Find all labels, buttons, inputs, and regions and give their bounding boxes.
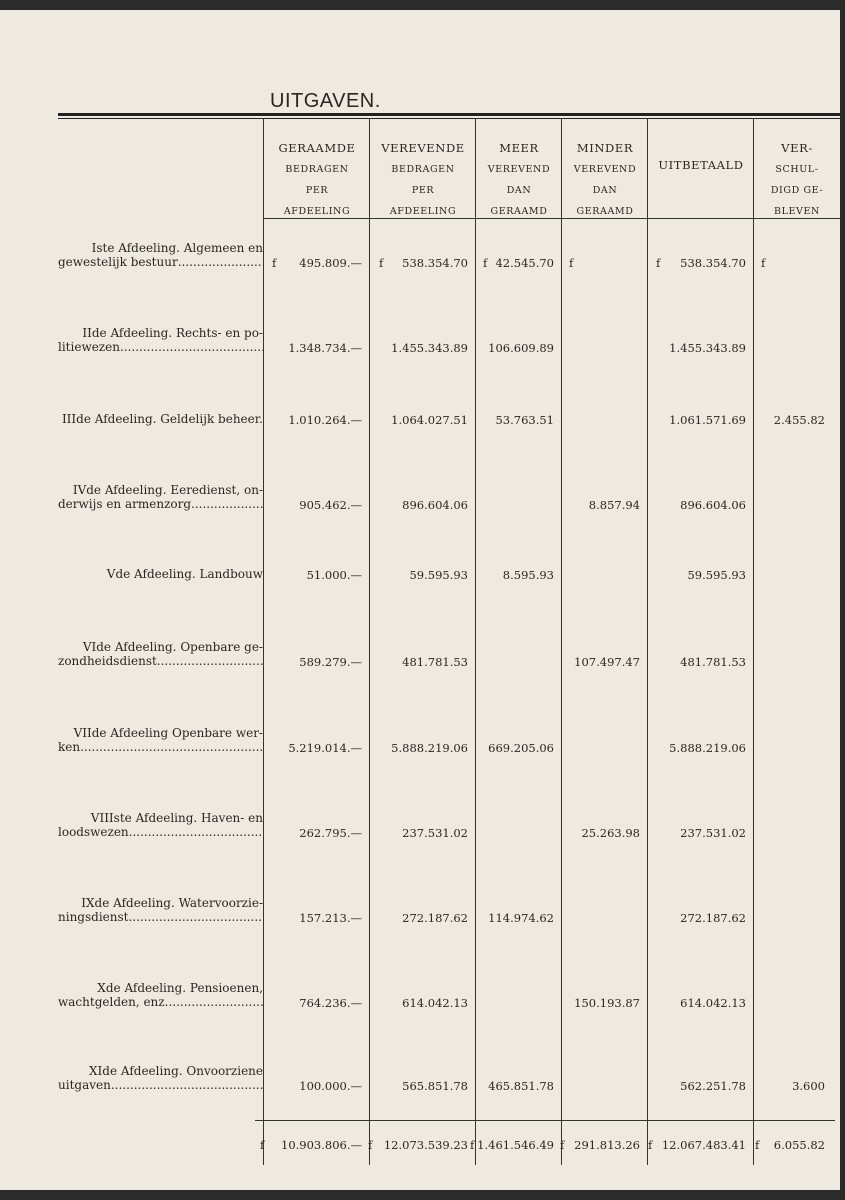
cell-geraamd: 495.809.—	[299, 256, 362, 270]
row-label-text: loodswezen	[58, 825, 129, 839]
row-label-line-2	[58, 995, 263, 1009]
column-header-line: SCHUL-	[775, 164, 819, 175]
page-title: UITGAVEN.	[270, 90, 381, 112]
cell-verevend: 5.888.219.06	[391, 741, 468, 755]
column-header-line: GERAAMDE	[278, 141, 356, 155]
row-label	[58, 726, 263, 754]
row-label-line-1: VIde Afdeeling. Openbare ge-	[82, 640, 263, 654]
cell-minder: 8.857.94	[588, 498, 640, 512]
currency-mark: f	[648, 1138, 653, 1152]
column-header-uitbetaald	[648, 155, 754, 176]
column-header-line: DIGD GE-	[770, 185, 824, 196]
column-header-geraamd	[264, 138, 370, 222]
column-divider	[753, 118, 754, 1165]
cell-uitbetaald: 614.042.13	[680, 996, 746, 1010]
row-label-text: ningsdienst	[58, 910, 129, 924]
cell-geraamd: 1.348.734.—	[288, 341, 362, 355]
cell-verevend: 272.187.62	[402, 911, 468, 925]
cell-verevend: 59.595.93	[409, 568, 468, 582]
column-header-line: VEREVEND	[487, 164, 551, 175]
row-label-line-2	[58, 255, 263, 269]
row-label-text: IIIde Afdeeling. Geldelijk beheer.	[61, 412, 263, 426]
cell-meer: 114.974.62	[488, 911, 554, 925]
cell-uitbetaald: 1.455.343.89	[669, 341, 746, 355]
cell-uitbetaald: 237.531.02	[680, 826, 746, 840]
row-label	[58, 896, 263, 924]
row-label-text: gewestelijk bestuur	[58, 255, 178, 269]
column-header-line: BLEVEN	[774, 206, 820, 217]
currency-mark: f	[761, 256, 766, 270]
currency-mark: f	[560, 1138, 565, 1152]
currency-mark: f	[379, 256, 384, 270]
column-divider	[263, 118, 264, 1165]
dot-leader	[120, 340, 263, 354]
top-double-rule	[58, 113, 840, 116]
currency-mark: f	[272, 256, 277, 270]
cell-geraamd: 100.000.—	[299, 1079, 362, 1093]
row-label	[58, 553, 263, 581]
currency-mark: f	[368, 1138, 373, 1152]
column-header-line: DAN	[592, 185, 618, 196]
totals-rule	[255, 1120, 835, 1121]
cell-uitbetaald: 538.354.70	[680, 256, 746, 270]
column-header-line: VER-	[781, 141, 813, 155]
column-header-minder	[562, 138, 648, 222]
total-geraamd: 10.903.806.—	[281, 1138, 362, 1152]
dot-leader	[111, 1078, 263, 1092]
row-label	[58, 640, 263, 668]
dot-leader	[128, 910, 263, 924]
cell-uitbetaald: 5.888.219.06	[669, 741, 746, 755]
row-label-line-2	[58, 1078, 263, 1092]
row-label-text: uitgaven	[58, 1078, 111, 1092]
row-label-text: ken	[58, 740, 81, 754]
cell-uitbetaald: 1.061.571.69	[669, 413, 746, 427]
row-label-line-2	[58, 654, 263, 668]
row-label-line-2	[58, 497, 263, 511]
row-label	[58, 811, 263, 839]
dot-leader	[129, 825, 263, 839]
cell-meer: 106.609.89	[488, 341, 554, 355]
row-label-line-1: VIIIste Afdeeling. Haven- en	[90, 811, 263, 825]
column-header-line: BEDRAGEN	[391, 164, 455, 175]
total-verschuldigd: 6.055.82	[773, 1138, 825, 1152]
row-label-line-2	[58, 910, 263, 924]
row-label-text: zondheidsdienst	[58, 654, 157, 668]
cell-verevend: 614.042.13	[402, 996, 468, 1010]
column-header-line: VEREVEND	[573, 164, 637, 175]
row-label	[58, 981, 263, 1009]
column-header-line: BEDRAGEN	[285, 164, 349, 175]
column-header-line: VEREVENDE	[381, 141, 465, 155]
column-header-line: UITBETAALD	[658, 158, 744, 172]
column-header-line: DAN	[506, 185, 532, 196]
total-verevend: 12.073.539.23	[383, 1138, 468, 1152]
row-label-text: Vde Afdeeling. Landbouw	[106, 567, 263, 581]
cell-minder: 150.193.87	[574, 996, 640, 1010]
row-label-text: wachtgelden, enz	[58, 995, 165, 1009]
dot-leader	[178, 255, 263, 269]
cell-verevend: 565.851.78	[402, 1079, 468, 1093]
cell-meer: 669.205.06	[488, 741, 554, 755]
row-label-line-2	[58, 825, 263, 839]
row-label	[58, 398, 263, 426]
column-header-line: PER	[305, 185, 329, 196]
dot-leader	[165, 995, 263, 1009]
currency-mark: f	[260, 1138, 265, 1152]
total-minder: 291.813.26	[574, 1138, 640, 1152]
column-divider	[560, 118, 565, 1165]
cell-geraamd: 5.219.014.—	[288, 741, 362, 755]
row-label-line-1: IIde Afdeeling. Rechts- en po-	[82, 326, 263, 340]
column-header-line: AFDEELING	[389, 206, 457, 217]
row-label-line-1: VIIde Afdeeling Openbare wer-	[73, 726, 263, 740]
row-label	[58, 1064, 263, 1092]
cell-uitbetaald: 896.604.06	[680, 498, 746, 512]
total-meer: 1.461.546.49	[477, 1138, 554, 1152]
row-label-line-2	[58, 412, 263, 426]
row-label-line-2	[58, 340, 263, 354]
row-label-line-1: Xde Afdeeling. Pensioenen,	[97, 981, 263, 995]
row-label-text: derwijs en armenzorg	[58, 497, 192, 511]
cell-geraamd: 1.010.264.—	[288, 413, 362, 427]
cell-uitbetaald: 272.187.62	[680, 911, 746, 925]
column-divider	[647, 118, 648, 1165]
cell-meer: 42.545.70	[495, 256, 554, 270]
row-label-line-1: Iste Afdeeling. Algemeen en	[91, 241, 263, 255]
column-header-line: MINDER	[576, 141, 634, 155]
dot-leader	[191, 497, 263, 511]
cell-geraamd: 764.236.—	[299, 996, 362, 1010]
row-label-line-1: IXde Afdeeling. Watervoorzie-	[81, 896, 263, 910]
cell-geraamd: 905.462.—	[299, 498, 362, 512]
row-label-line-2	[58, 740, 263, 754]
cell-verevend: 481.781.53	[402, 655, 468, 669]
column-header-line: PER	[411, 185, 435, 196]
document-page	[0, 10, 840, 1190]
cell-verschuldigd: 2.455.82	[773, 413, 825, 427]
cell-minder: 25.263.98	[581, 826, 640, 840]
currency-mark: f	[569, 256, 574, 270]
column-header-line: GERAAMD	[576, 206, 634, 217]
column-header-verevend	[370, 138, 476, 222]
row-label-line-1: IVde Afdeeling. Eeredienst, on-	[72, 483, 263, 497]
column-header-meer	[476, 138, 562, 222]
row-label-line-2	[58, 567, 263, 581]
row-label-line-1: XIde Afdeeling. Onvoorziene	[89, 1064, 263, 1078]
currency-mark: f	[483, 256, 488, 270]
column-header-line: MEER	[499, 141, 539, 155]
total-uitbetaald: 12.067.483.41	[661, 1138, 746, 1152]
dot-leader	[157, 654, 263, 668]
cell-uitbetaald: 481.781.53	[680, 655, 746, 669]
row-label	[58, 241, 263, 269]
dot-leader	[80, 740, 263, 754]
cell-uitbetaald: 59.595.93	[687, 568, 746, 582]
cell-verevend: 1.455.343.89	[391, 341, 468, 355]
cell-verevend: 237.531.02	[402, 826, 468, 840]
row-label	[58, 326, 263, 354]
column-header-line: AFDEELING	[283, 206, 351, 217]
currency-mark: f	[470, 1138, 475, 1152]
cell-geraamd: 262.795.—	[299, 826, 362, 840]
column-divider	[368, 118, 373, 1165]
currency-mark: f	[755, 1138, 760, 1152]
cell-geraamd: 51.000.—	[306, 568, 362, 582]
cell-verevend: 896.604.06	[402, 498, 468, 512]
cell-geraamd: 589.279.—	[299, 655, 362, 669]
cell-meer: 465.851.78	[488, 1079, 554, 1093]
row-label	[58, 483, 263, 511]
row-label-text: litiewezen	[58, 340, 120, 354]
cell-verschuldigd: 3.600	[792, 1079, 825, 1093]
cell-meer: 53.763.51	[495, 413, 554, 427]
column-header-line: GERAAMD	[490, 206, 548, 217]
cell-verevend: 538.354.70	[402, 256, 468, 270]
cell-minder: 107.497.47	[574, 655, 640, 669]
column-header-verschuldigd	[754, 138, 840, 222]
currency-mark: f	[656, 256, 661, 270]
cell-uitbetaald: 562.251.78	[680, 1079, 746, 1093]
cell-meer: 8.595.93	[502, 568, 554, 582]
cell-geraamd: 157.213.—	[299, 911, 362, 925]
column-divider	[475, 118, 476, 1165]
top-double-rule-thin	[58, 118, 840, 119]
cell-verevend: 1.064.027.51	[391, 413, 468, 427]
